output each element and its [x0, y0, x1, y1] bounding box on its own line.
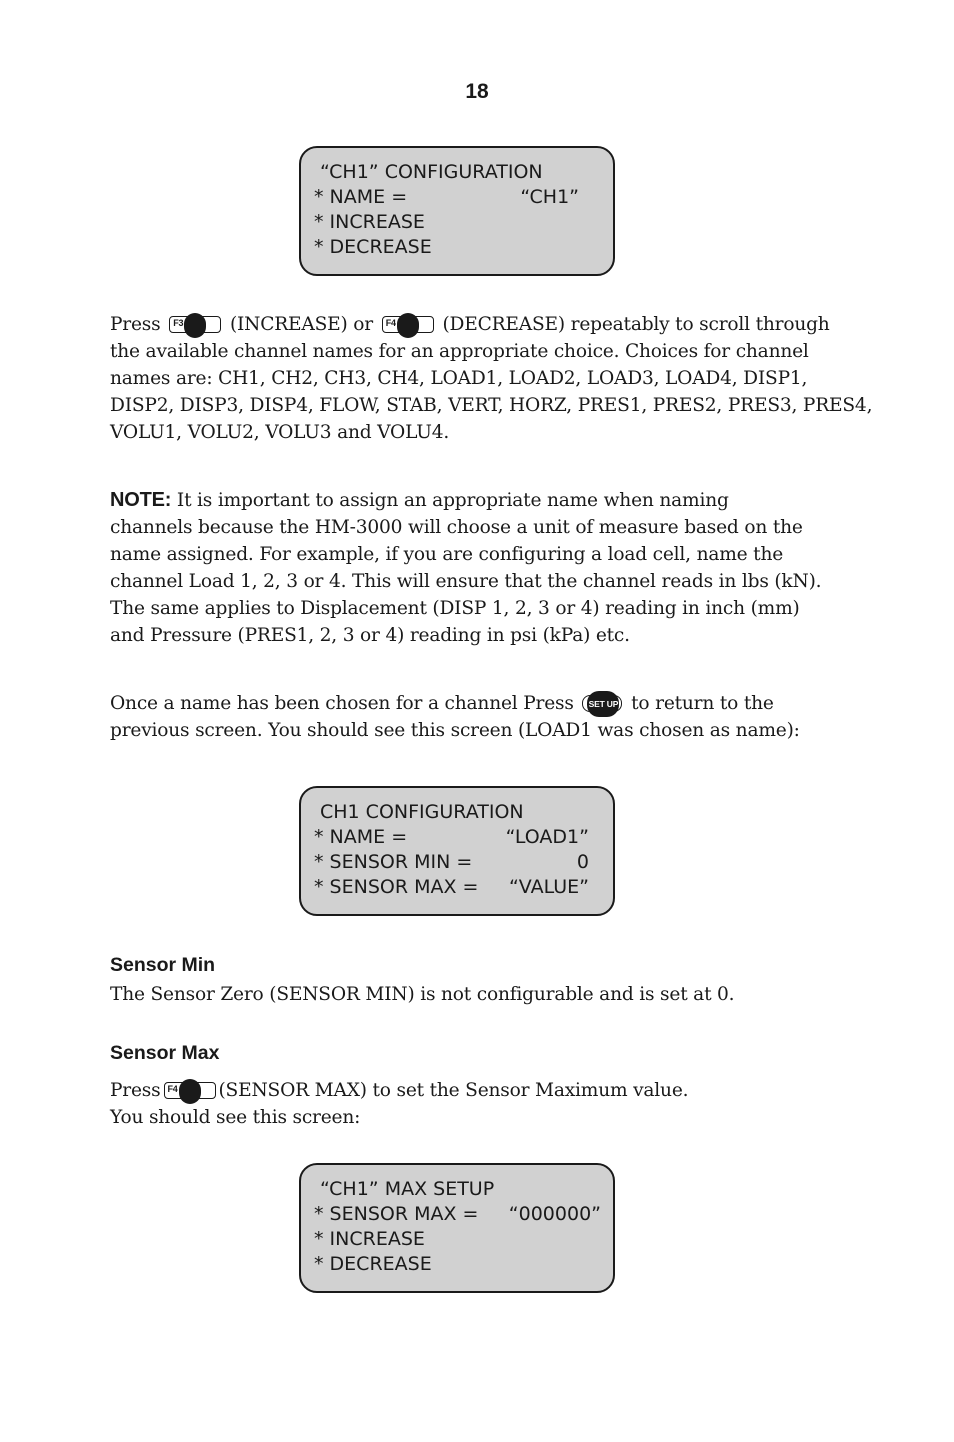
row-label: * DECREASE [314, 1253, 432, 1275]
text-press: Press [110, 314, 161, 335]
row-value: “000000” [508, 1203, 601, 1225]
row-label: * NAME = [314, 826, 408, 848]
setup-key-icon: SET UP [582, 695, 622, 712]
text-increase: (INCREASE) or [229, 314, 373, 335]
row-value: 0 [576, 851, 589, 873]
screen-row-name [314, 185, 601, 210]
paragraph-line: VOLU1, VOLU2, VOLU3 and VOLU4. [110, 422, 450, 443]
row-label: * INCREASE [314, 1228, 425, 1250]
row-value: “LOAD1” [505, 826, 589, 848]
row-label: * INCREASE [314, 211, 425, 233]
lcd-screen-ch1-configuration [299, 786, 615, 916]
scroll-instructions-paragraph [110, 311, 873, 446]
row-label: * DECREASE [314, 236, 432, 258]
paragraph-line: DISP2, DISP3, DISP4, FLOW, STAB, VERT, HORZ, PRES1, PRES2, PRES3, PRES4, [110, 395, 873, 416]
paragraph-line: names are: CH1, CH2, CH3, CH4, LOAD1, LOAD2, LOAD3, LOAD4, DISP1, [110, 368, 808, 389]
paragraph-line: It is important to assign an appropriate name when naming [171, 490, 729, 511]
page-number: 18 [465, 80, 489, 103]
paragraph-line: name assigned. For example, if you are configuring a load cell, name the [110, 544, 784, 565]
screen-row-sensor-max [314, 875, 601, 900]
row-label: * NAME = [314, 186, 408, 208]
screen-title: “CH1” CONFIGURATION [320, 161, 543, 183]
paragraph-line: channel Load 1, 2, 3 or 4. This will ensure that the channel reads in lbs (kN). [110, 571, 822, 592]
f4-key-icon: F4 [164, 1082, 216, 1099]
note-paragraph [110, 487, 850, 649]
screen-row-sensor-min [314, 850, 601, 875]
text-press: Press [110, 1080, 161, 1101]
lcd-screen-max-setup [299, 1163, 615, 1293]
paragraph-line: and Pressure (PRES1, 2, 3 or 4) reading in psi (kPa) etc. [110, 625, 630, 646]
f3-key-icon: F3 [169, 316, 221, 333]
row-label: * SENSOR MIN = [314, 851, 473, 873]
paragraph-line: the available channel names for an appropriate choice. Choices for channel [110, 341, 809, 362]
screen-row-sensor-max [314, 1202, 601, 1227]
paragraph-line: channels because the HM-3000 will choose a unit of measure based on the [110, 517, 803, 538]
sensor-max-heading: Sensor Max [110, 1042, 220, 1064]
sensor-max-paragraph [110, 1077, 850, 1131]
paragraph-text: Once a name has been chosen for a channel Press [110, 693, 574, 714]
screen-title: CH1 CONFIGURATION [320, 801, 524, 823]
screen-row-increase [314, 210, 601, 235]
return-instructions-paragraph [110, 690, 850, 744]
paragraph-line: The same applies to Displacement (DISP 1, 2, 3 or 4) reading in inch (mm) [110, 598, 800, 619]
note-label: NOTE: [110, 489, 172, 511]
row-value: “CH1” [520, 186, 579, 208]
text-decrease: (DECREASE) repeatably to scroll through [442, 314, 830, 335]
f4-key-icon: F4 [382, 316, 434, 333]
sensor-min-paragraph [110, 981, 850, 1008]
paragraph-text: to return to the [631, 693, 774, 714]
row-value: “VALUE” [508, 876, 589, 898]
screen-title: “CH1” MAX SETUP [320, 1178, 495, 1200]
paragraph-line: The Sensor Zero (SENSOR MIN) is not configurable and is set at 0. [110, 984, 735, 1005]
row-label: * SENSOR MAX = [314, 876, 479, 898]
row-label: * SENSOR MAX = [314, 1203, 479, 1225]
screen-row-decrease [314, 235, 601, 260]
paragraph-line: You should see this screen: [110, 1107, 361, 1128]
lcd-screen-channel-name [299, 146, 615, 276]
paragraph-line: previous screen. You should see this screen (LOAD1 was chosen as name): [110, 720, 800, 741]
paragraph-text: (SENSOR MAX) to set the Sensor Maximum value. [218, 1080, 689, 1101]
screen-row-increase [314, 1227, 601, 1252]
sensor-min-heading: Sensor Min [110, 954, 216, 976]
screen-row-decrease [314, 1252, 601, 1277]
screen-row-name [314, 825, 601, 850]
